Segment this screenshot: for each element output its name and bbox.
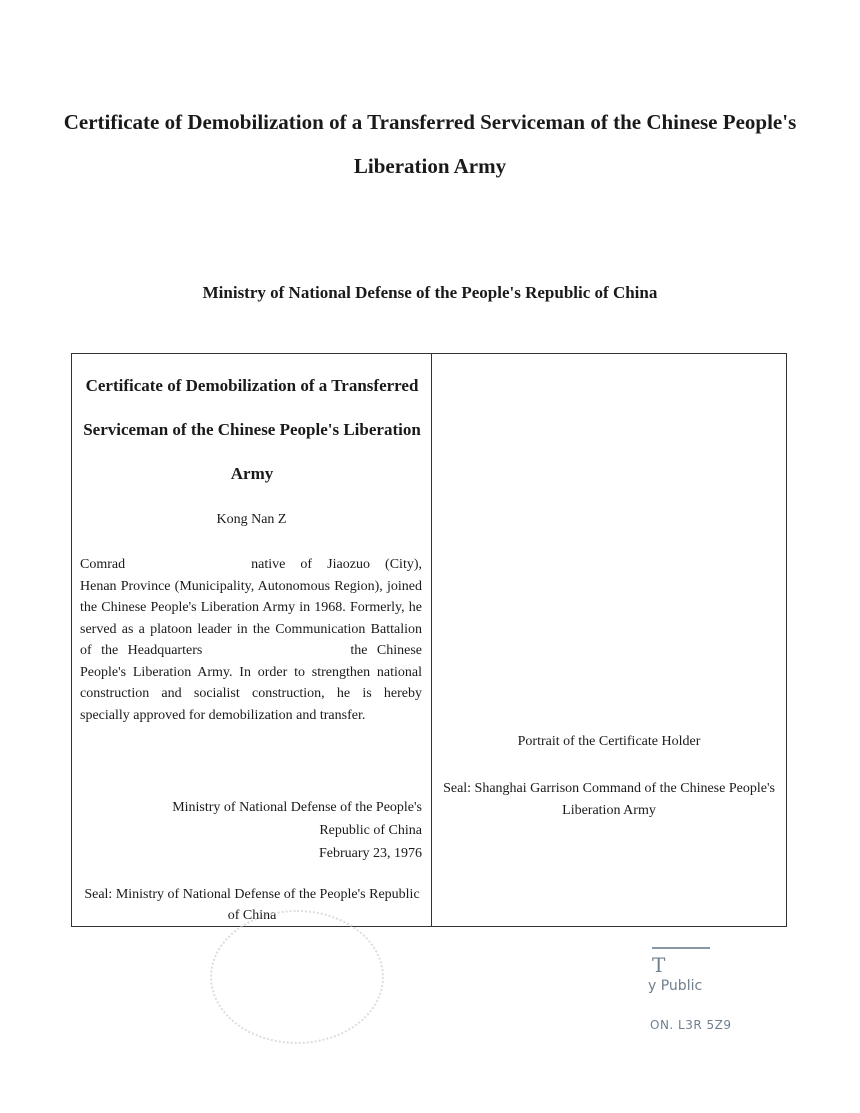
notary-stamp-rule — [652, 947, 710, 949]
ministry-seal-caption: Seal: Ministry of National Defense of the People's Republic of China — [84, 887, 420, 923]
notary-stamp — [648, 945, 788, 1045]
certificate-right-cell — [432, 354, 786, 926]
issue-date: February 23, 1976 — [318, 846, 422, 861]
body-part-2: native of Jiaozuo (City), Henan Province (Municipality, Autonomous Region), joined the Chinese People's Liberation Army in 1968. Formerly, he served as a platoon leader in the Communication Battalion of the Headquarters — [80, 557, 422, 658]
faded-seal-stamp — [210, 910, 384, 1044]
portrait-caption: Portrait of the Certificate Holder — [517, 734, 701, 749]
issuer-line-2: Republic of China — [319, 823, 422, 838]
ministry-heading: Ministry of National Defense of the People's Republic of China — [202, 283, 658, 302]
issuer-line-1: Ministry of National Defense of the People's — [172, 800, 422, 815]
body-part-3: the Chinese People's Liberation Army. In order to strengthen national construction and socialist construction, he is hereby specially approved for demobilization and transfer. — [80, 643, 422, 723]
certificate-body — [80, 554, 422, 726]
garrison-seal-caption: Seal: Shanghai Garrison Command of the Chinese People's Liberation Army — [443, 781, 775, 818]
body-part-1: Comrad — [80, 557, 126, 572]
notary-stamp-line-3: ON. L3R 5Z9 — [650, 1018, 732, 1032]
certificate-left-cell — [72, 354, 431, 926]
document-title: Certificate of Demobilization of a Transferred Serviceman of the Chinese People's Liberation Army — [63, 110, 797, 178]
notary-stamp-line-2: y Public — [648, 978, 703, 994]
notary-stamp-line-1: T — [652, 953, 666, 977]
holder-name: Kong Nan Z — [216, 512, 287, 527]
issuer-block — [102, 796, 422, 865]
certificate-title: Certificate of Demobilization of a Transferred Serviceman of the Chinese People's Liberation Army — [83, 376, 421, 483]
certificate-table — [71, 353, 787, 927]
